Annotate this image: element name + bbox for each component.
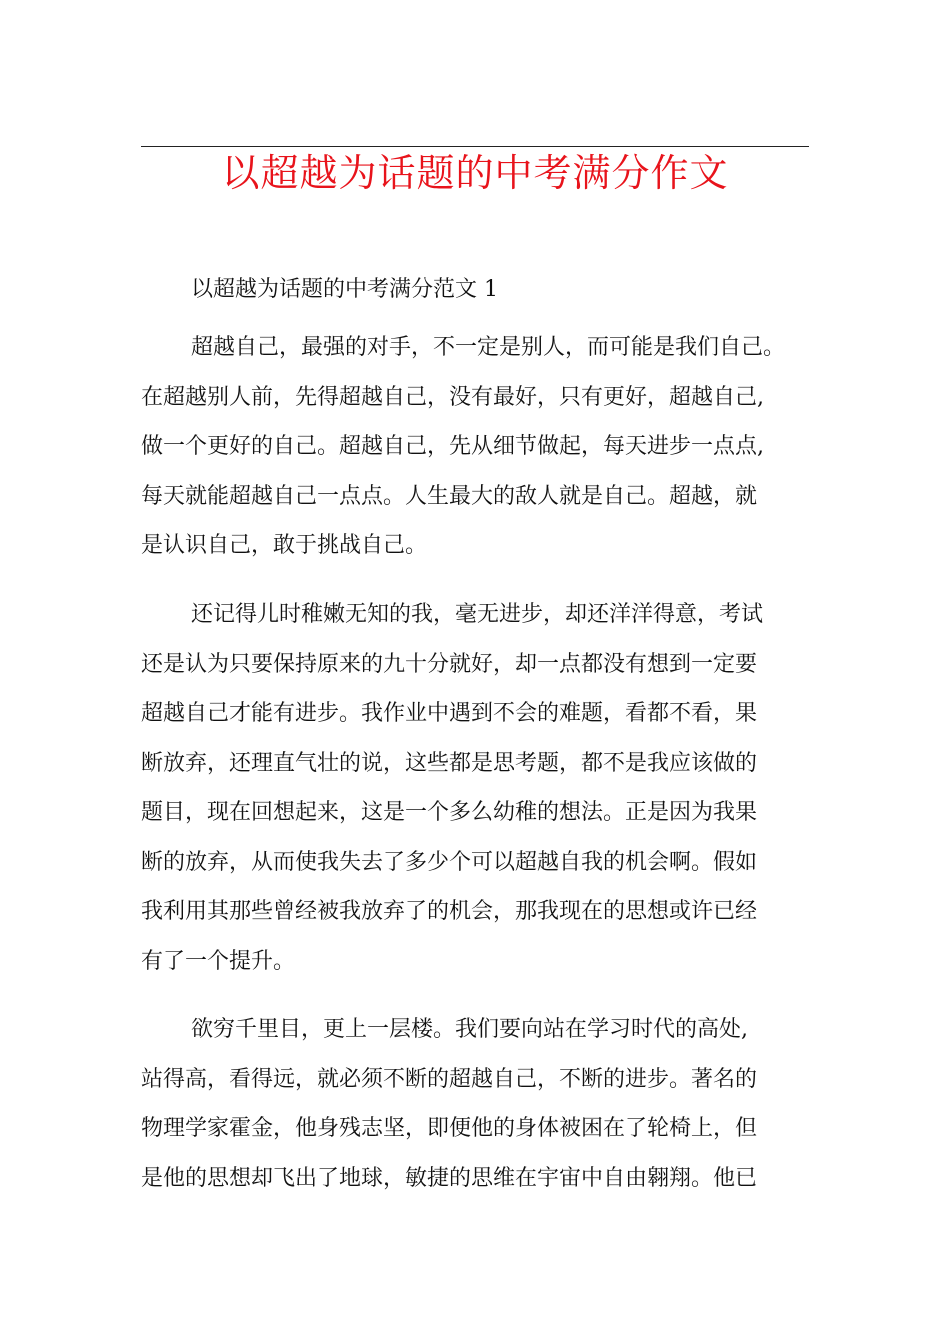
paragraph-line: 断的放弃，从而使我失去了多少个可以超越自我的机会啊。假如: [141, 849, 758, 875]
paragraph-line: 做一个更好的自己。超越自己，先从细节做起，每天进步一点点,: [141, 434, 764, 459]
paragraph-line: 站得高，看得远，就必须不断的超越自己，不断的进步。著名的: [141, 1066, 758, 1092]
paragraph-line: 超越自己，最强的对手，不一定是别人，而可能是我们自己。: [191, 335, 786, 360]
paragraph-3: [141, 1015, 813, 1213]
paragraph-line: 是他的思想却飞出了地球，敏捷的思维在宇宙中自由翱翔。他已: [141, 1165, 758, 1191]
paragraph-line: 还记得儿时稚嫩无知的我，毫无进步，却还洋洋得意，考试: [191, 602, 764, 627]
header-rule: [141, 146, 809, 147]
paragraph-line: 题目，现在回想起来，这是一个多么幼稚的想法。正是因为我果: [141, 800, 758, 825]
paragraph-line: 是认识自己，敢于挑战自己。: [141, 533, 428, 558]
essay-subtitle: 以超越为话题的中考满分范文 1: [191, 277, 498, 302]
paragraph-line: 我利用其那些曾经被我放弃了的机会，那我现在的思想或许已经: [141, 899, 758, 924]
paragraph-line: 超越自己才能有进步。我作业中遇到不会的难题，看都不看，果: [141, 701, 758, 726]
paragraph-line: 还是认为只要保持原来的九十分就好，却一点都没有想到一定要: [141, 651, 758, 677]
paragraph-line: 在超越别人前，先得超越自己，没有最好，只有更好，超越自己,: [141, 384, 764, 410]
paragraph-line: 断放弃，还理直气壮的说，这些都是思考题，都不是我应该做的: [141, 750, 758, 776]
paragraph-line: 欲穷千里目，更上一层楼。我们要向站在学习时代的高处,: [191, 1017, 748, 1042]
document-title: 以超越为话题的中考满分作文: [221, 151, 729, 195]
paragraph-2: [141, 600, 813, 996]
paragraph-line: 有了一个提升。: [141, 948, 296, 974]
paragraph-1: [141, 333, 813, 581]
paragraph-line: 每天就能超越自己一点点。人生最大的敌人就是自己。超越，就: [141, 483, 758, 509]
paragraph-line: 物理学家霍金，他身残志坚，即便他的身体被困在了轮椅上，但: [141, 1116, 758, 1141]
